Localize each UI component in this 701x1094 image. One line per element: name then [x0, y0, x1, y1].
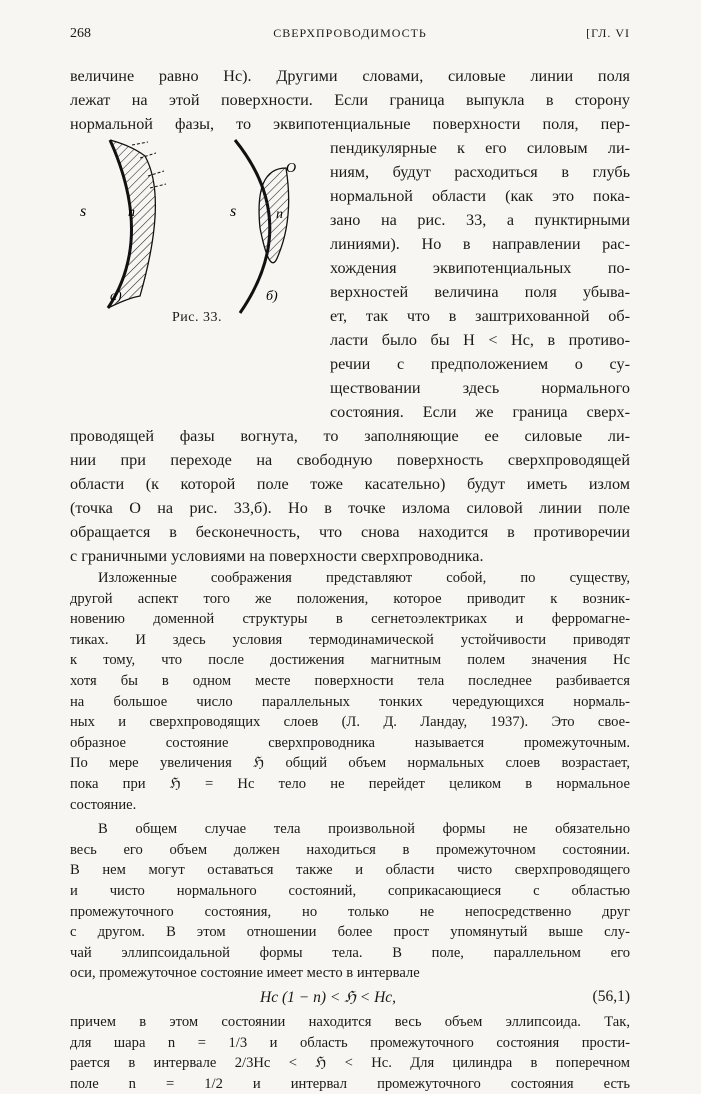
text-line: ет, так что в заштрихованной об- [330, 307, 630, 325]
page-number: 268 [70, 26, 91, 41]
text-line: (точка O на рис. 33,б). Но в точке излома силовой линии поле [70, 499, 630, 517]
text-line: ществовании здесь нормального [330, 379, 630, 397]
text-line: новению доменной структуры в сегнетоэлектриках и ферромагне- [70, 611, 630, 628]
text-line: и чисто нормального состояний, соприкасающиеся с областью [70, 883, 630, 899]
text-line: поле n = 1/2 и интервал промежуточного состояния есть [70, 1075, 630, 1092]
sub-label-a: а) [110, 289, 122, 304]
running-title: СВЕРХПРОВОДИМОСТЬ [273, 26, 427, 40]
text-line: ных и сверхпроводящих слоев (Л. Д. Ландау, 1937). Это свое- [70, 714, 630, 731]
text-line: тиках. И здесь условия термодинамической устойчивости приводят [70, 631, 630, 648]
text-line: линиями). Но в направлении рас- [330, 235, 630, 253]
text-line: области (к которой поле тоже касательно) будут иметь излом [70, 475, 630, 493]
text-line: пендикулярные к его силовым ли- [330, 139, 630, 157]
n-label-a: n [128, 205, 135, 220]
text-line: другой аспект того же положения, которое приводит к возник- [70, 590, 630, 607]
text-line: зано на рис. 33, а пунктирными [330, 211, 630, 229]
text-line: По мере увеличения ℌ общий объем нормальных слоев возрастает, [70, 755, 630, 772]
text-line: к тому, что после достижения магнитным полем значения Hc [70, 652, 630, 669]
text-line: В общем случае тела произвольной формы не обязательно [98, 821, 630, 838]
text-line: величине равно Hc). Другими словами, силовые линии поля [70, 67, 630, 85]
text-line: ниям, будут расходиться в глубь [330, 163, 630, 181]
text-line: пока при ℌ = Hc тело не перейдет целиком в нормальное [70, 776, 630, 792]
s-label-a: s [80, 203, 87, 220]
figure-caption: Рис. 33. [172, 310, 222, 325]
text-line: чай эллипсоидальной формы тела. В поле, параллельном его [70, 944, 630, 961]
text-line: с другом. В этом отношении более прост упомянутый выше слу- [70, 924, 630, 941]
text-line: с граничными условиями на поверхности сверхпроводника. [70, 547, 484, 565]
text-line: оси, промежуточное состояние имеет место в интервале [70, 965, 420, 982]
text-line: состояние. [70, 796, 137, 813]
text-line: состояния. Если же граница сверх- [330, 403, 630, 421]
text-line: образное состояние сверхпроводника называется промежуточным. [70, 734, 630, 751]
text-line: обращается в бесконечность, что снова находится в противоречии [70, 523, 630, 541]
text-line: хождения эквипотенциальных по- [330, 259, 630, 277]
text-line: промежуточного состояния, но только не непосредственно друг [70, 903, 630, 920]
text-line: В нем могут оставаться также и области чисто сверхпроводящего [70, 862, 630, 879]
text-line: нии при переходе на свободную поверхность сверхпроводящей [70, 451, 630, 469]
text-line: проводящей фазы вогнута, то заполняющие ее силовые ли- [70, 427, 630, 445]
text-line: лежат на этой поверхности. Если граница выпукла в сторону [70, 91, 630, 109]
text-line: речии с предположением о су- [330, 355, 630, 373]
n-label-b: n [276, 207, 283, 222]
text-line: на большое число параллельных тонких чередующихся нормаль- [70, 693, 630, 710]
sub-label-b: б) [266, 289, 278, 304]
equation-number: (56,1) [592, 988, 630, 1005]
text-line: Изложенные соображения представляют собой, по существу, [98, 570, 630, 586]
text-line: весь его объем должен находиться в промежуточном состоянии. [70, 841, 630, 858]
s-label-b: s [230, 203, 237, 220]
text-line: рается в интервале 2/3Hc < ℌ < Hc. Для цилиндра в поперечном [70, 1055, 630, 1072]
text-line: для шара n = 1/3 и область промежуточного состояния прости- [70, 1034, 630, 1051]
text-line: ласти было бы H < Hc, в противо- [330, 331, 630, 349]
text-line: причем в этом состоянии находится весь объем эллипсоида. Так, [70, 1014, 630, 1030]
text-line: верхностей величина поля убыва- [330, 283, 630, 301]
equation-formula: Hc (1 − n) < ℌ < Hc, [260, 989, 397, 1006]
text-line: нормальной фазы, то эквипотенциальные поверхности поля, пер- [70, 115, 630, 133]
text-line: хотя бы в одном месте поверхности тела последнее разбивается [70, 673, 630, 689]
equation-56-1 [70, 986, 630, 1010]
o-label-b: O [286, 161, 297, 176]
text-line: нормальной области (как это пока- [330, 187, 630, 205]
chapter-label: [ГЛ. VI [586, 26, 630, 40]
